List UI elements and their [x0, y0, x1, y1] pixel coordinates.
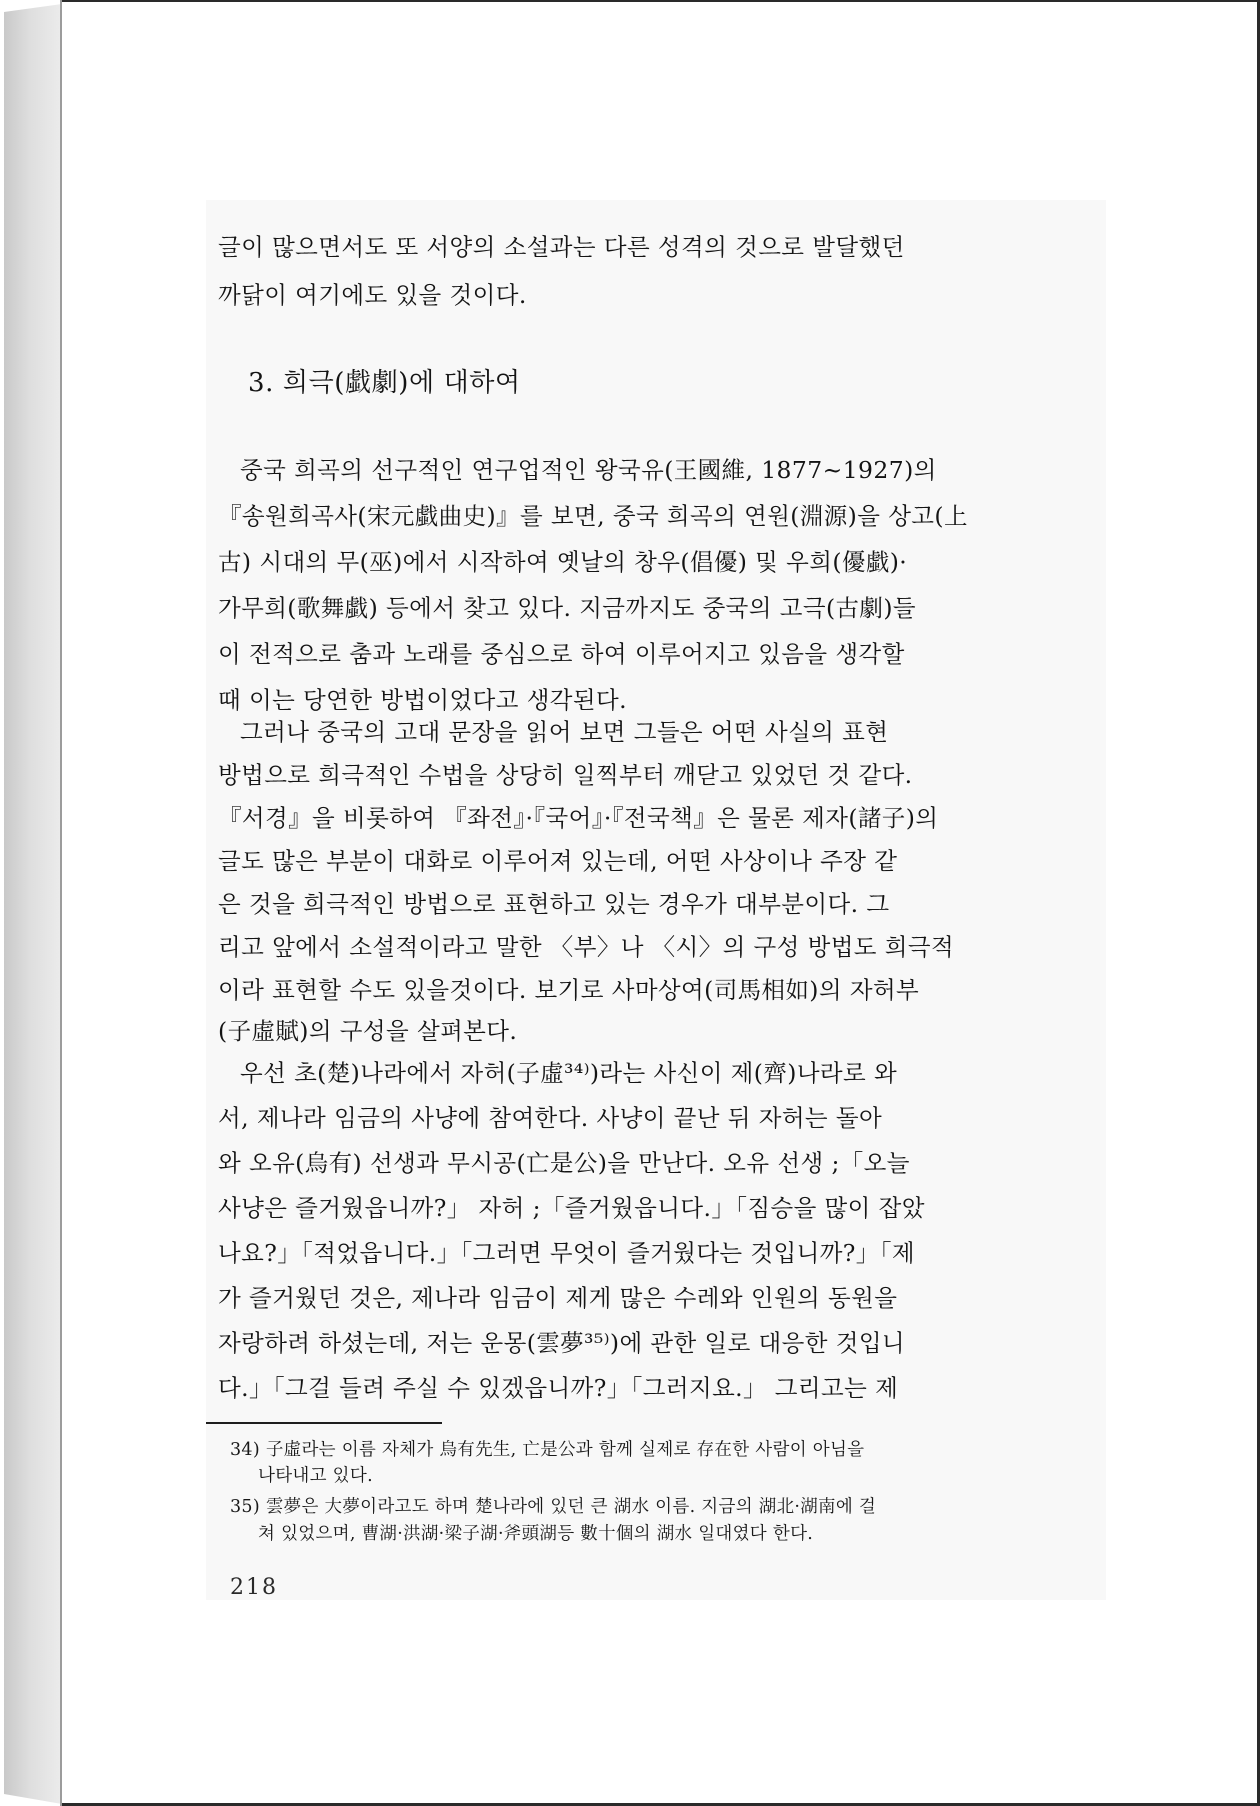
text-line: 리고 앞에서 소설적이라고 말한 〈부〉나 〈시〉의 구성 방법도 희극적: [218, 933, 955, 961]
text-line: 『송원희곡사(宋元戱曲史)』를 보면, 중국 희곡의 연원(淵源)을 상고(上: [218, 502, 968, 530]
page-number: 218: [230, 1575, 278, 1600]
text-line: 이라 표현할 수도 있을것이다. 보기로 사마상여(司馬相如)의 자허부: [218, 976, 920, 1004]
text-line: 가무희(歌舞戱) 등에서 찾고 있다. 지금까지도 중국의 고극(古劇)들: [218, 594, 916, 622]
text-line: 나요?」「적었읍니다.」「그러면 무엇이 즐거웠다는 것입니까?」「제: [218, 1239, 915, 1267]
text-line: 『서경』을 비롯하여 『좌전』·『국어』·『전국책』은 물론 제자(諸子)의: [218, 804, 939, 832]
footnote-line: 나타내고 있다.: [258, 1466, 373, 1486]
text-line: 서, 제나라 임금의 사냥에 참여한다. 사냥이 끝난 뒤 자허는 돌아: [218, 1104, 883, 1132]
text-line: 글이 많으면서도 또 서양의 소설과는 다른 성격의 것으로 발달했던: [218, 233, 905, 261]
text-line: 우선 초(楚)나라에서 자허(子虛³⁴⁾)라는 사신이 제(齊)나라로 와: [240, 1059, 898, 1087]
text-line: 방법으로 희극적인 수법을 상당히 일찍부터 깨닫고 있었던 것 같다.: [218, 761, 913, 789]
footnote-line: 쳐 있었으며, 曹湖·洪湖·梁子湖·斧頭湖등 數十個의 湖水 일대였다 한다.: [258, 1524, 814, 1544]
footnote-line: 34) 子虛라는 이름 자체가 烏有先生, 亡是公과 함께 실제로 存在한 사람이 아님을: [230, 1440, 865, 1460]
text-line: 중국 희곡의 선구적인 연구업적인 왕국유(王國維, 1877~1927)의: [240, 456, 937, 484]
text-line: 글도 많은 부분이 대화로 이루어져 있는데, 어떤 사상이나 주장 같: [218, 847, 898, 875]
text-line: 자랑하려 하셨는데, 저는 운몽(雲夢³⁵⁾)에 관한 일로 대응한 것입니: [218, 1329, 906, 1357]
text-line: 그러나 중국의 고대 문장을 읽어 보면 그들은 어떤 사실의 표현: [240, 718, 889, 746]
text-line: 은 것을 희극적인 방법으로 표현하고 있는 경우가 대부분이다. 그: [218, 890, 890, 918]
text-line: 와 오유(烏有) 선생과 무시공(亡是公)을 만난다. 오유 선생 ;「오늘: [218, 1149, 910, 1177]
text-line: 까닭이 여기에도 있을 것이다.: [218, 281, 527, 309]
footnote-line: 35) 雲夢은 大夢이라고도 하며 楚나라에 있던 큰 湖水 이름. 지금의 湖北·湖南에 걸: [230, 1497, 877, 1517]
footnote-rule: [206, 1422, 442, 1424]
text-line: 때 이는 당연한 방법이었다고 생각된다.: [218, 686, 627, 714]
section-heading: 3. 희극(戱劇)에 대하여: [248, 368, 521, 398]
text-line: 古) 시대의 무(巫)에서 시작하여 옛날의 창우(倡優) 및 우희(優戱)·: [218, 548, 908, 576]
text-line: 사냥은 즐거웠읍니까?」 자허 ;「즐거웠읍니다.」「짐승을 많이 잡았: [218, 1194, 925, 1222]
text-line: 이 전적으로 춤과 노래를 중심으로 하여 이루어지고 있음을 생각할: [218, 640, 905, 668]
book-spine: [4, 4, 62, 1804]
text-line: (子虛賦)의 구성을 살펴본다.: [218, 1017, 518, 1045]
text-line: 다.」「그걸 들려 주실 수 있겠읍니까?」「그러지요.」 그리고는 제: [218, 1374, 899, 1402]
text-line: 가 즐거웠던 것은, 제나라 임금이 제게 많은 수레와 인원의 동원을: [218, 1284, 898, 1312]
